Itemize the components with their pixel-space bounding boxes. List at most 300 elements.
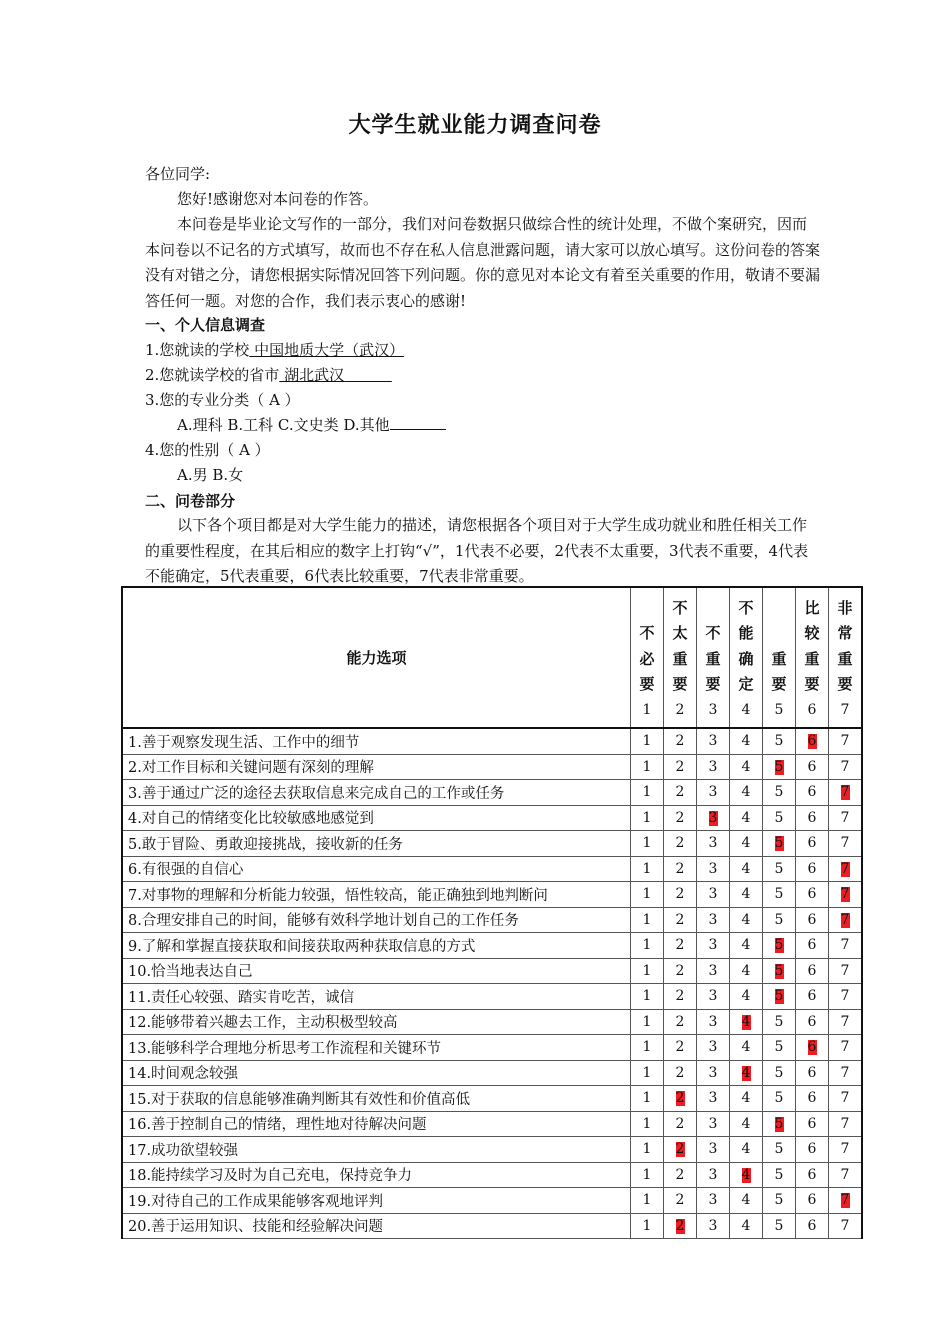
rating-value: 7	[840, 758, 850, 775]
rating-value: 1	[642, 911, 652, 928]
rating-value: 6	[807, 758, 817, 775]
rating-cell-4[interactable]	[730, 728, 763, 754]
rating-cell-3[interactable]	[697, 1086, 730, 1112]
rating-value: 1	[642, 1166, 652, 1183]
ability-item: 17.成功欲望较强	[122, 1137, 631, 1163]
rating-cell-3[interactable]	[697, 984, 730, 1010]
rating-value: 6	[807, 1192, 817, 1209]
rating-value: 7	[840, 733, 850, 750]
rating-cell-7[interactable]	[829, 958, 863, 984]
rating-value: 3	[708, 809, 718, 826]
rating-cell-4[interactable]	[730, 1035, 763, 1061]
rating-cell-4[interactable]	[730, 754, 763, 780]
rating-value: 6	[807, 733, 817, 750]
rating-cell-1[interactable]	[631, 1086, 664, 1112]
rating-value: 3	[708, 962, 718, 979]
rating-cell-6[interactable]	[796, 780, 829, 806]
rating-value: 5	[774, 1141, 784, 1158]
rating-value: 3	[708, 860, 718, 877]
question-school-answer: 中国地质大学（武汉）	[254, 341, 405, 359]
rating-cell-3[interactable]	[697, 1137, 730, 1163]
other-blank	[390, 414, 446, 430]
rating-cell-2[interactable]	[664, 958, 697, 984]
rating-value: 7	[840, 911, 850, 928]
rating-value: 5	[774, 1090, 784, 1107]
rating-cell-4[interactable]	[730, 831, 763, 857]
rating-cell-6-selected[interactable]	[796, 728, 829, 754]
rating-cell-5[interactable]	[763, 907, 796, 933]
rating-value: 1	[642, 1141, 652, 1158]
rating-cell-7[interactable]	[829, 1035, 863, 1061]
rating-value: 5	[774, 1039, 784, 1056]
rating-value: 1	[642, 1115, 652, 1132]
rating-cell-6[interactable]	[796, 958, 829, 984]
rating-cell-6[interactable]	[796, 856, 829, 882]
rating-cell-4[interactable]	[730, 984, 763, 1010]
rating-cell-1[interactable]	[631, 1060, 664, 1086]
rating-cell-6[interactable]	[796, 907, 829, 933]
rating-cell-7-selected[interactable]	[829, 907, 863, 933]
rating-value: 3	[708, 733, 718, 750]
ability-item: 3.善于通过广泛的途径去获取信息来完成自己的工作或任务	[122, 780, 631, 806]
rating-cell-4[interactable]	[730, 1137, 763, 1163]
section-heading-questionnaire: 二、问卷部分	[145, 492, 236, 510]
rating-cell-2[interactable]	[664, 1111, 697, 1137]
rating-cell-3[interactable]	[697, 831, 730, 857]
rating-cell-4[interactable]	[730, 1111, 763, 1137]
rating-cell-1[interactable]	[631, 984, 664, 1010]
rating-cell-7[interactable]	[829, 933, 863, 959]
rating-cell-6[interactable]	[796, 933, 829, 959]
rating-value: 2	[675, 1192, 685, 1209]
rating-value: 5	[774, 1064, 784, 1081]
rating-value: 2	[675, 758, 685, 775]
rating-cell-6[interactable]	[796, 1188, 829, 1214]
rating-value: 3	[708, 1217, 718, 1234]
rating-value: 2	[675, 809, 685, 826]
rating-value: 4	[741, 937, 751, 954]
rating-cell-1[interactable]	[631, 1213, 664, 1239]
rating-cell-6[interactable]	[796, 1086, 829, 1112]
rating-value: 6	[807, 1166, 817, 1183]
rating-cell-3[interactable]	[697, 856, 730, 882]
rating-cell-2[interactable]	[664, 933, 697, 959]
rating-cell-1[interactable]	[631, 882, 664, 908]
rating-cell-4[interactable]	[730, 805, 763, 831]
ability-item: 10.恰当地表达自己	[122, 958, 631, 984]
rating-value: 4	[741, 809, 751, 826]
rating-cell-1[interactable]	[631, 1162, 664, 1188]
rating-value: 5	[774, 886, 784, 903]
rating-value: 5	[774, 937, 784, 954]
rating-cell-3[interactable]	[697, 1035, 730, 1061]
rating-cell-7-selected[interactable]	[829, 1188, 863, 1214]
rating-cell-5[interactable]	[763, 1086, 796, 1112]
rating-cell-6[interactable]	[796, 1213, 829, 1239]
rating-cell-5[interactable]	[763, 1213, 796, 1239]
rating-cell-1[interactable]	[631, 831, 664, 857]
rating-cell-5-selected[interactable]	[763, 754, 796, 780]
rating-value: 1	[642, 1090, 652, 1107]
ability-item: 14.时间观念较强	[122, 1060, 631, 1086]
rating-value: 3	[708, 1141, 718, 1158]
rating-value: 4	[741, 1039, 751, 1056]
rating-cell-7[interactable]	[829, 1213, 863, 1239]
rating-value: 3	[708, 1166, 718, 1183]
rating-value: 2	[675, 962, 685, 979]
rating-cell-4[interactable]	[730, 907, 763, 933]
question-school-label: 1.您就读的学校	[145, 341, 250, 359]
table-row	[122, 831, 862, 857]
rating-value: 6	[807, 809, 817, 826]
ability-item: 4.对自己的情绪变化比较敏感地感觉到	[122, 805, 631, 831]
rating-value: 3	[708, 886, 718, 903]
rating-value: 2	[675, 886, 685, 903]
rating-value: 2	[675, 1166, 685, 1183]
rating-value: 2	[675, 1141, 685, 1158]
rating-value: 7	[840, 1115, 850, 1132]
rating-cell-1[interactable]	[631, 1009, 664, 1035]
rating-cell-3[interactable]	[697, 1111, 730, 1137]
table-row	[122, 984, 862, 1010]
rating-cell-5-selected[interactable]	[763, 933, 796, 959]
rating-cell-7[interactable]	[829, 1137, 863, 1163]
rating-value: 3	[708, 988, 718, 1005]
rating-value: 6	[807, 988, 817, 1005]
rating-cell-5-selected[interactable]	[763, 831, 796, 857]
rating-value: 4	[741, 1192, 751, 1209]
rating-cell-7[interactable]	[829, 1162, 863, 1188]
rating-value: 4	[741, 1141, 751, 1158]
rating-cell-5[interactable]	[763, 882, 796, 908]
rating-cell-1[interactable]	[631, 1035, 664, 1061]
rating-cell-4[interactable]	[730, 780, 763, 806]
rating-cell-1[interactable]	[631, 1137, 664, 1163]
header-level-2: 不太重要 2	[664, 587, 697, 728]
rating-cell-4[interactable]	[730, 1213, 763, 1239]
rating-value: 4	[741, 1166, 751, 1183]
rating-cell-7[interactable]	[829, 1009, 863, 1035]
rating-value: 4	[741, 784, 751, 801]
rating-cell-7[interactable]	[829, 805, 863, 831]
rating-value: 2	[675, 1217, 685, 1234]
rating-cell-2-selected[interactable]	[664, 1086, 697, 1112]
rating-value: 6	[807, 962, 817, 979]
rating-cell-4[interactable]	[730, 882, 763, 908]
rating-value: 6	[807, 1013, 817, 1030]
table-row	[122, 1188, 862, 1214]
rating-cell-4-selected[interactable]	[730, 1009, 763, 1035]
rating-cell-7-selected[interactable]	[829, 882, 863, 908]
ability-item: 2.对工作目标和关键问题有深刻的理解	[122, 754, 631, 780]
rating-value: 7	[840, 835, 850, 852]
rating-value: 6	[807, 911, 817, 928]
rating-cell-2[interactable]	[664, 805, 697, 831]
table-row	[122, 754, 862, 780]
rating-cell-2[interactable]	[664, 1035, 697, 1061]
rating-cell-2[interactable]	[664, 1060, 697, 1086]
rating-value: 7	[840, 988, 850, 1005]
rating-cell-1[interactable]	[631, 728, 664, 754]
rating-cell-1[interactable]	[631, 907, 664, 933]
header-ability-options: 能力选项	[122, 587, 631, 728]
rating-cell-7[interactable]	[829, 1060, 863, 1086]
rating-value: 3	[708, 784, 718, 801]
rating-value: 7	[840, 809, 850, 826]
table-row	[122, 856, 862, 882]
rating-value: 2	[675, 733, 685, 750]
rating-value: 1	[642, 886, 652, 903]
instructions-paragraph: 以下各个项目都是对大学生能力的描述，请您根据各个项目对于大学生成功就业和胜任相关工作的重要性程度，在其后相应的数字上打钩“√”，1代表不必要，2代表不太重要，3代表不重要，4代表不能确定，5代表重要，6代表比较重要，7代表非常重要。	[145, 516, 809, 585]
rating-cell-5-selected[interactable]	[763, 958, 796, 984]
rating-cell-3[interactable]	[697, 780, 730, 806]
rating-cell-5[interactable]	[763, 1060, 796, 1086]
section-heading-personal: 一、个人信息调查	[145, 316, 266, 334]
question-city-answer: 湖北武汉	[284, 366, 345, 384]
rating-cell-5[interactable]	[763, 805, 796, 831]
table-row	[122, 805, 862, 831]
rating-value: 5	[774, 988, 784, 1005]
rating-cell-1[interactable]	[631, 933, 664, 959]
rating-cell-3[interactable]	[697, 1060, 730, 1086]
rating-cell-2[interactable]	[664, 856, 697, 882]
rating-cell-5[interactable]	[763, 856, 796, 882]
rating-cell-6[interactable]	[796, 1111, 829, 1137]
question-school	[145, 339, 404, 360]
rating-cell-1[interactable]	[631, 1111, 664, 1137]
rating-cell-2[interactable]	[664, 1188, 697, 1214]
rating-cell-7[interactable]	[829, 754, 863, 780]
rating-cell-1[interactable]	[631, 1188, 664, 1214]
rating-cell-3[interactable]	[697, 1188, 730, 1214]
rating-value: 7	[840, 860, 850, 877]
rating-value: 1	[642, 1217, 652, 1234]
rating-cell-1[interactable]	[631, 780, 664, 806]
rating-cell-3[interactable]	[697, 958, 730, 984]
rating-value: 3	[708, 937, 718, 954]
rating-value: 4	[741, 860, 751, 877]
ability-item: 7.对事物的理解和分析能力较强，悟性较高，能正确独到地判断问	[122, 882, 631, 908]
rating-cell-7[interactable]	[829, 831, 863, 857]
rating-cell-2-selected[interactable]	[664, 1137, 697, 1163]
rating-cell-3[interactable]	[697, 933, 730, 959]
rating-value: 1	[642, 784, 652, 801]
rating-value: 6	[807, 1141, 817, 1158]
rating-value: 3	[708, 1115, 718, 1132]
rating-value: 4	[741, 1115, 751, 1132]
rating-value: 4	[741, 911, 751, 928]
rating-cell-2-selected[interactable]	[664, 1213, 697, 1239]
rating-cell-1[interactable]	[631, 958, 664, 984]
header-level-4: 不能确定 4	[730, 587, 763, 728]
rating-value: 7	[840, 1166, 850, 1183]
ability-item: 1.善于观察发现生活、工作中的细节	[122, 728, 631, 754]
rating-value: 7	[840, 1090, 850, 1107]
rating-cell-3[interactable]	[697, 907, 730, 933]
rating-cell-5-selected[interactable]	[763, 1111, 796, 1137]
rating-value: 5	[774, 1115, 784, 1132]
rating-cell-4[interactable]	[730, 1086, 763, 1112]
rating-cell-5[interactable]	[763, 1188, 796, 1214]
table-row	[122, 958, 862, 984]
rating-cell-2[interactable]	[664, 1162, 697, 1188]
rating-cell-6[interactable]	[796, 831, 829, 857]
rating-value: 2	[675, 860, 685, 877]
rating-cell-6[interactable]	[796, 805, 829, 831]
rating-value: 2	[675, 1013, 685, 1030]
rating-cell-4-selected[interactable]	[730, 1162, 763, 1188]
rating-value: 1	[642, 1192, 652, 1209]
ability-item: 15.对于获取的信息能够准确判断其有效性和价值高低	[122, 1086, 631, 1112]
rating-value: 5	[774, 1217, 784, 1234]
rating-cell-1[interactable]	[631, 754, 664, 780]
page-title: 大学生就业能力调查问卷	[348, 113, 602, 138]
rating-value: 7	[840, 937, 850, 954]
rating-value: 3	[708, 835, 718, 852]
rating-cell-3[interactable]	[697, 882, 730, 908]
rating-cell-7[interactable]	[829, 1111, 863, 1137]
rating-cell-6-selected[interactable]	[796, 1035, 829, 1061]
rating-cell-3[interactable]	[697, 1162, 730, 1188]
rating-cell-5-selected[interactable]	[763, 984, 796, 1010]
rating-value: 2	[675, 835, 685, 852]
rating-cell-2[interactable]	[664, 728, 697, 754]
table-row	[122, 1213, 862, 1239]
rating-cell-5[interactable]	[763, 1035, 796, 1061]
rating-cell-2[interactable]	[664, 907, 697, 933]
rating-value: 2	[675, 911, 685, 928]
rating-value: 2	[675, 1039, 685, 1056]
header-level-1: 不必要 1	[631, 587, 664, 728]
rating-value: 4	[741, 733, 751, 750]
rating-value: 1	[642, 962, 652, 979]
rating-cell-1[interactable]	[631, 805, 664, 831]
rating-cell-5[interactable]	[763, 1162, 796, 1188]
rating-value: 7	[840, 1141, 850, 1158]
rating-cell-7-selected[interactable]	[829, 856, 863, 882]
rating-value: 7	[840, 886, 850, 903]
rating-cell-4[interactable]	[730, 933, 763, 959]
rating-value: 1	[642, 988, 652, 1005]
rating-cell-5[interactable]	[763, 1137, 796, 1163]
ability-item: 19.对待自己的工作成果能够客观地评判	[122, 1188, 631, 1214]
intro-paragraph: 本问卷是毕业论文写作的一部分，我们对问卷数据只做综合性的统计处理，不做个案研究，因而本问卷以不记名的方式填写，故而也不存在私人信息泄露问题，请大家可以放心填写。这份问卷的答案没有对错之分，请您根据实际情况回答下列问题。你的意见对本论文有着至关重要的作用，敬请不要漏答任何一题。对您的合作，我们表示衷心的感谢!	[145, 215, 821, 310]
question-city	[145, 364, 392, 385]
question-city-label: 2.您就读学校的省市	[145, 366, 280, 384]
rating-cell-6[interactable]	[796, 984, 829, 1010]
question-gender-options: A.男 B.女	[177, 466, 244, 484]
table-body	[122, 728, 862, 1239]
rating-cell-6[interactable]	[796, 754, 829, 780]
rating-value: 5	[774, 835, 784, 852]
rating-value: 7	[840, 962, 850, 979]
rating-cell-3[interactable]	[697, 1009, 730, 1035]
rating-value: 2	[675, 784, 685, 801]
rating-value: 6	[807, 835, 817, 852]
ability-item: 12.能够带着兴趣去工作，主动积极型较高	[122, 1009, 631, 1035]
table-row	[122, 933, 862, 959]
rating-cell-7[interactable]	[829, 1086, 863, 1112]
rating-cell-3-selected[interactable]	[697, 805, 730, 831]
rating-value: 7	[840, 1064, 850, 1081]
rating-value: 1	[642, 758, 652, 775]
rating-cell-6[interactable]	[796, 882, 829, 908]
rating-cell-2[interactable]	[664, 1009, 697, 1035]
rating-cell-4[interactable]	[730, 958, 763, 984]
rating-cell-3[interactable]	[697, 754, 730, 780]
rating-cell-4[interactable]	[730, 856, 763, 882]
rating-value: 2	[675, 937, 685, 954]
rating-value: 1	[642, 937, 652, 954]
rating-cell-6[interactable]	[796, 1060, 829, 1086]
question-major: 3.您的专业分类（ A ）	[145, 391, 300, 409]
rating-value: 6	[807, 1064, 817, 1081]
header-level-7: 非常重要 7	[829, 587, 863, 728]
rating-value: 5	[774, 733, 784, 750]
rating-value: 7	[840, 784, 850, 801]
rating-cell-7-selected[interactable]	[829, 780, 863, 806]
rating-cell-4[interactable]	[730, 1188, 763, 1214]
rating-cell-2[interactable]	[664, 780, 697, 806]
table-row	[122, 728, 862, 754]
rating-cell-2[interactable]	[664, 984, 697, 1010]
rating-cell-7[interactable]	[829, 984, 863, 1010]
rating-value: 5	[774, 809, 784, 826]
rating-value: 4	[741, 1217, 751, 1234]
rating-cell-2[interactable]	[664, 882, 697, 908]
table-row	[122, 907, 862, 933]
rating-cell-2[interactable]	[664, 831, 697, 857]
rating-cell-1[interactable]	[631, 856, 664, 882]
rating-cell-2[interactable]	[664, 754, 697, 780]
rating-value: 6	[807, 886, 817, 903]
rating-cell-5[interactable]	[763, 1009, 796, 1035]
ability-item: 18.能持续学习及时为自己充电，保持竞争力	[122, 1162, 631, 1188]
rating-cell-6[interactable]	[796, 1137, 829, 1163]
rating-cell-7[interactable]	[829, 728, 863, 754]
ability-item: 13.能够科学合理地分析思考工作流程和关键环节	[122, 1035, 631, 1061]
rating-cell-6[interactable]	[796, 1162, 829, 1188]
rating-value: 6	[807, 1039, 817, 1056]
rating-value: 5	[774, 784, 784, 801]
rating-value: 3	[708, 758, 718, 775]
rating-value: 5	[774, 860, 784, 877]
rating-value: 1	[642, 733, 652, 750]
rating-value: 6	[807, 784, 817, 801]
rating-cell-5[interactable]	[763, 780, 796, 806]
ability-item: 16.善于控制自己的情绪，理性地对待解决问题	[122, 1111, 631, 1137]
table-row	[122, 780, 862, 806]
question-major-options: A.理科 B.工科 C.文史类 D.其他	[177, 414, 446, 435]
rating-value: 3	[708, 911, 718, 928]
rating-value: 1	[642, 809, 652, 826]
rating-cell-4-selected[interactable]	[730, 1060, 763, 1086]
rating-cell-5[interactable]	[763, 728, 796, 754]
table-row	[122, 1035, 862, 1061]
rating-cell-3[interactable]	[697, 1213, 730, 1239]
header-level-6: 比较重要 6	[796, 587, 829, 728]
ability-item: 9.了解和掌握直接获取和间接获取两种获取信息的方式	[122, 933, 631, 959]
rating-value: 1	[642, 835, 652, 852]
header-level-5: 重要 5	[763, 587, 796, 728]
rating-value: 2	[675, 1064, 685, 1081]
rating-cell-3[interactable]	[697, 728, 730, 754]
rating-value: 5	[774, 758, 784, 775]
table-row	[122, 1086, 862, 1112]
rating-cell-6[interactable]	[796, 1009, 829, 1035]
table-row	[122, 1060, 862, 1086]
rating-value: 3	[708, 1039, 718, 1056]
